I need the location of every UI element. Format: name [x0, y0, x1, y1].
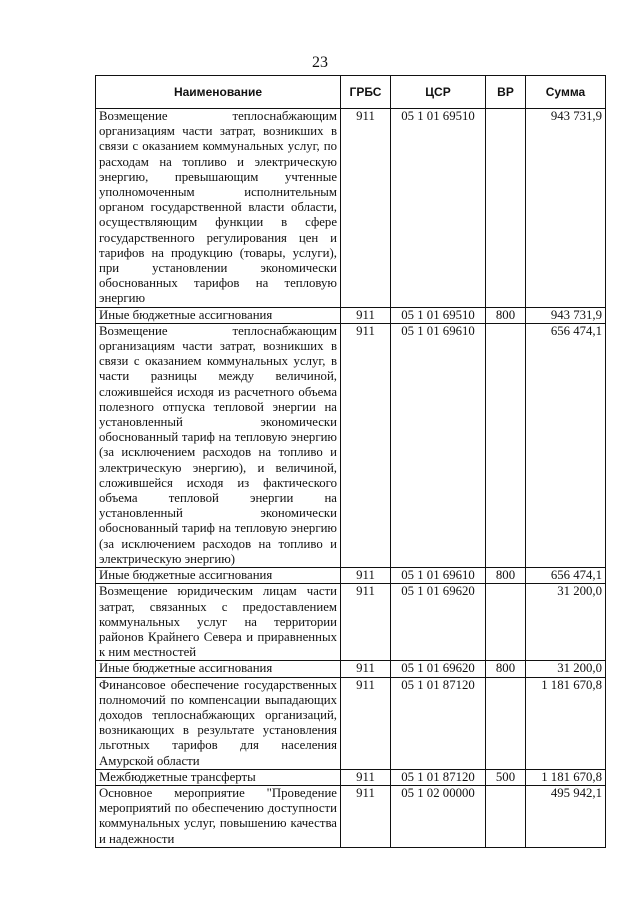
row-sum: 31 200,0: [526, 584, 606, 661]
budget-table: [95, 75, 606, 848]
row-name: Возмещение юридическим лицам части затрат, связанных с предоставлением коммунальных услуг на территории районов Крайнего Севера и приравненных к ним местностей: [96, 584, 341, 661]
table-row: [96, 568, 606, 584]
row-grbs: 911: [341, 769, 391, 785]
header-sum: Сумма: [526, 76, 606, 109]
row-name: Иные бюджетные ассигнования: [96, 661, 341, 677]
row-csr: 05 1 01 69610: [391, 568, 486, 584]
row-sum: 943 731,9: [526, 307, 606, 323]
row-grbs: 911: [341, 109, 391, 308]
row-name: Основное мероприятие "Проведение мероприятий по обеспечению доступности коммунальных услуг, повышению качества и надежности: [96, 785, 341, 847]
table-header-row: [96, 76, 606, 109]
row-csr: 05 1 01 69510: [391, 307, 486, 323]
row-grbs: 911: [341, 568, 391, 584]
row-vr: [486, 785, 526, 847]
row-sum: 656 474,1: [526, 568, 606, 584]
row-csr: 05 1 01 87120: [391, 769, 486, 785]
row-vr: [486, 109, 526, 308]
header-name: Наименование: [96, 76, 341, 109]
row-grbs: 911: [341, 677, 391, 769]
row-sum: 943 731,9: [526, 109, 606, 308]
row-vr: 800: [486, 661, 526, 677]
row-vr: 800: [486, 307, 526, 323]
row-csr: 05 1 01 69620: [391, 584, 486, 661]
row-grbs: 911: [341, 323, 391, 567]
row-name: Иные бюджетные ассигнования: [96, 568, 341, 584]
row-sum: 656 474,1: [526, 323, 606, 567]
row-grbs: 911: [341, 307, 391, 323]
row-vr: [486, 584, 526, 661]
row-grbs: 911: [341, 661, 391, 677]
table-row: [96, 785, 606, 847]
table-row: [96, 307, 606, 323]
row-grbs: 911: [341, 785, 391, 847]
row-sum: 1 181 670,8: [526, 769, 606, 785]
row-csr: 05 1 01 69510: [391, 109, 486, 308]
table-row: [96, 584, 606, 661]
page-number: 23: [312, 54, 328, 71]
header-csr: ЦСР: [391, 76, 486, 109]
row-csr: 05 1 01 87120: [391, 677, 486, 769]
table-row: [96, 769, 606, 785]
table-row: [96, 661, 606, 677]
row-vr: 500: [486, 769, 526, 785]
row-csr: 05 1 01 69610: [391, 323, 486, 567]
row-name: Возмещение теплоснабжающим организациям части затрат, возникших в связи с оказанием коммунальных услуг, по расходам на топливо и электрическую энергию, превышающим учтенные уполномоченным исполнительным органом государственной власти области, осуществляющим функции в сфере государственного регулирования цен и тарифов на продукцию (товары, услуги), при установлении экономически обоснованных тарифов на тепловую энергию: [96, 109, 341, 308]
row-vr: [486, 677, 526, 769]
row-name: Финансовое обеспечение государственных полномочий по компенсации выпадающих доходов теплоснабжающих организаций, возникающих в результате установления льготных тарифов для населения Амурской области: [96, 677, 341, 769]
row-grbs: 911: [341, 584, 391, 661]
row-name: Возмещение теплоснабжающим организациям части затрат, возникших в связи с оказанием коммунальных услуг, в части разницы между величиной, сложившейся исходя из расчетного объема полезного отпуска тепловой энергии на установленный экономически обоснованный тариф на тепловую энергию (за исключением расходов на топливо и электрическую энергию), и величиной, сложившейся исходя из фактического объема тепловой энергии на установленный экономически обоснованный тариф на тепловую энергию (за исключением расходов на топливо и электрическую энергию): [96, 323, 341, 567]
row-sum: 1 181 670,8: [526, 677, 606, 769]
row-csr: 05 1 02 00000: [391, 785, 486, 847]
table-row: [96, 677, 606, 769]
row-vr: 800: [486, 568, 526, 584]
row-sum: 495 942,1: [526, 785, 606, 847]
table-row: [96, 109, 606, 308]
row-name: Межбюджетные трансферты: [96, 769, 341, 785]
header-grbs: ГРБС: [341, 76, 391, 109]
row-csr: 05 1 01 69620: [391, 661, 486, 677]
row-name: Иные бюджетные ассигнования: [96, 307, 341, 323]
row-vr: [486, 323, 526, 567]
table-row: [96, 323, 606, 567]
row-sum: 31 200,0: [526, 661, 606, 677]
header-vr: ВР: [486, 76, 526, 109]
